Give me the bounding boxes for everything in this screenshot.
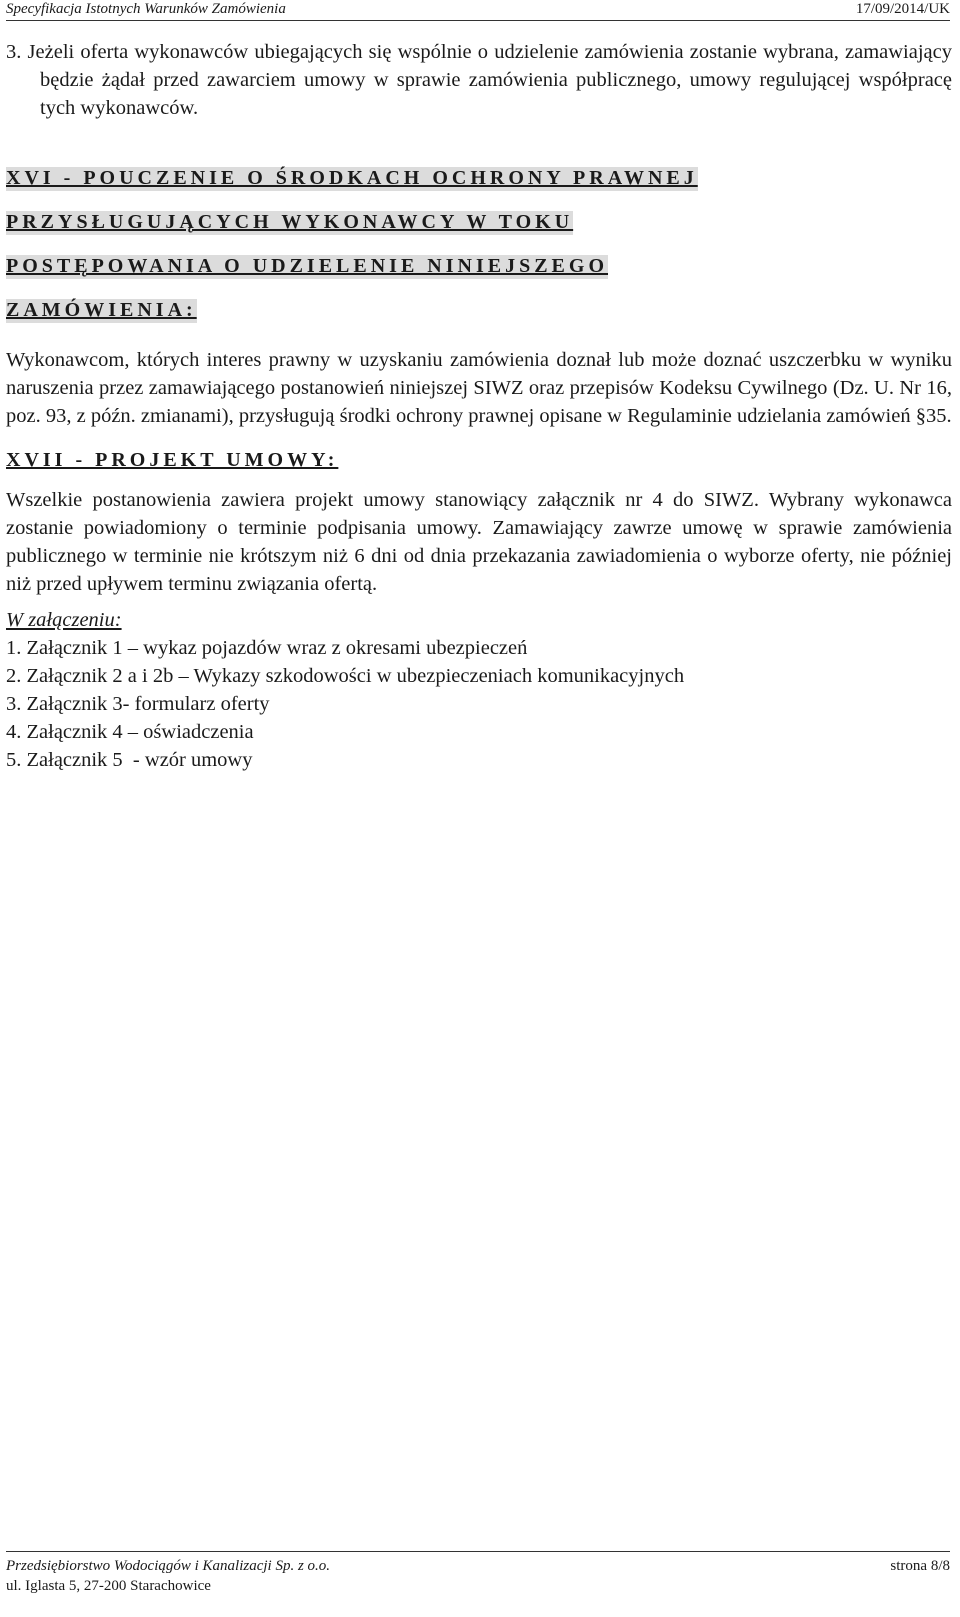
section-16-heading [6,156,952,332]
page-footer [6,1551,950,1596]
point-3-paragraph: 3. Jeżeli oferta wykonawców ubiegających się wspólnie o udzielenie zamówienia zostanie wybrana, zamawiający będzie żądał przed zawarciem umowy w sprawie zamówienia publicznego, umowy regulującej współpracę tych wykonawców. [6,41,952,119]
section-17-title: XVII - PROJEKT UMOWY: [6,449,339,471]
section-16-title-line-4: ZAMÓWIENIA: [6,299,197,321]
attachment-item: 5. Załącznik 5 - wzór umowy [6,749,253,771]
section-17-body: Wszelkie postanowienia zawiera projekt umowy stanowiący załącznik nr 4 do SIWZ. Wybrany wykonawca zostanie powiadomiony o terminie podpisania umowy. Zamawiający zawrze umowę w sprawie zamówienia publicznego w terminie nie krótszym niż 6 dni od dnia przekazania zawiadomienia o wyborze oferty, nie później niż przed upływem terminu związania ofertą. [6,489,952,595]
section-16-body: Wykonawcom, których interes prawny w uzyskaniu zamówienia doznał lub może doznać uszczerbku w wyniku naruszenia przez zamawiającego postanowień niniejszej SIWZ oraz przepisów Kodeksu Cywilnego (Dz. U. Nr 16, poz. 93, z późn. zmianami), przysługują środki ochrony prawnej opisane w Regulaminie udzielania zamówień §35. [6,349,952,427]
section-16-title-line-2: PRZYSŁUGUJĄCYCH WYKONAWCY W TOKU [6,211,574,233]
footer-page-number: strona 8/8 [890,1558,950,1574]
attachments-list [6,634,952,774]
header-doc-title: Specyfikacja Istotnych Warunków Zamówienia [6,1,286,17]
footer-address: ul. Iglasta 5, 27-200 Starachowice [6,1578,211,1594]
attachment-item: 2. Załącznik 2 a i 2b – Wykazy szkodowości w ubezpieczeniach komunikacyjnych [6,665,685,687]
attachment-item: 4. Załącznik 4 – oświadczenia [6,721,254,743]
attachment-item: 1. Załącznik 1 – wykaz pojazdów wraz z okresami ubezpieczeń [6,637,528,659]
section-16-title-line-1: XVI - POUCZENIE O ŚRODKACH OCHRONY PRAWNEJ [6,167,698,189]
footer-company: Przedsiębiorstwo Wodociągów i Kanalizacji Sp. z o.o. [6,1558,331,1574]
document-body [6,38,952,774]
attachments-heading: W załączeniu: [6,609,122,631]
page-header [6,0,950,21]
attachment-item: 3. Załącznik 3- formularz oferty [6,693,270,715]
section-16-title-line-3: POSTĘPOWANIA O UDZIELENIE NINIEJSZEGO [6,255,609,277]
header-doc-ref: 17/09/2014/UK [855,1,950,17]
